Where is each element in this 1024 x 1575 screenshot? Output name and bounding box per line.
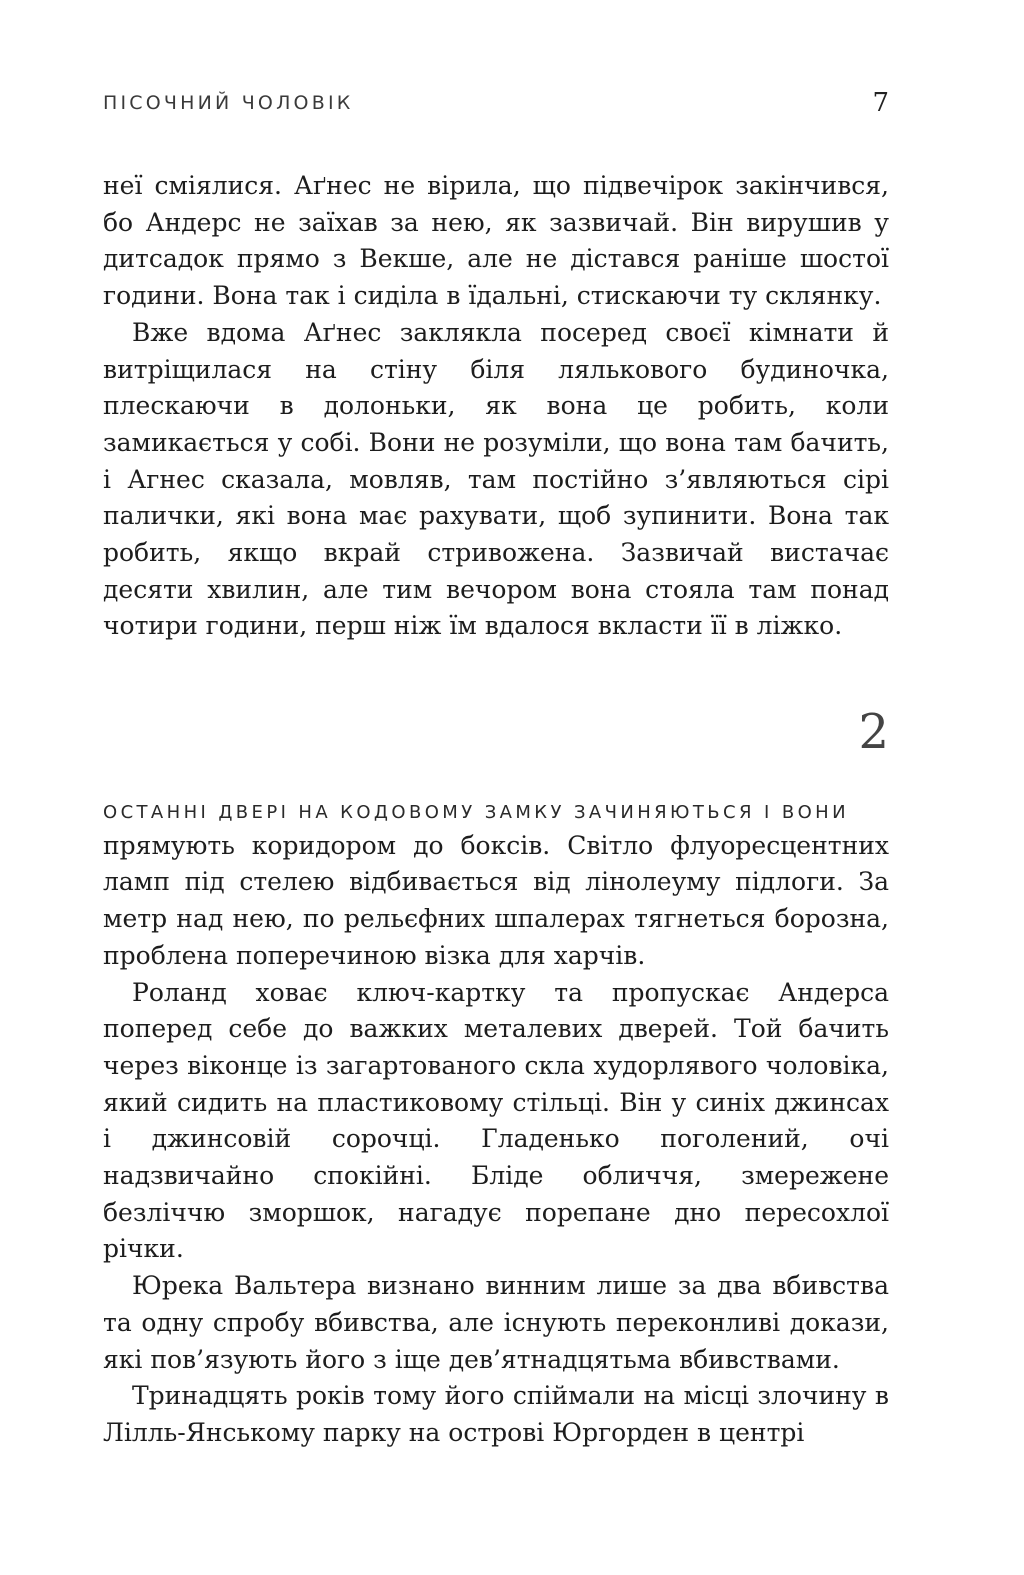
- paragraph: неї сміялися. Аґнес не вірила, що підвечірок закінчився, бо Андерс не заїхав за нею, як зазвичай. Він вирушив у дитсадок прямо з Векше, але не дістався раніше шостої години. Вона так і сиділа в їдальні, стискаючи ту склянку.: [103, 171, 889, 311]
- running-head: [103, 88, 889, 122]
- chapter-2-text: [103, 795, 889, 1452]
- paragraph: Юрека Вальтера визнано винним лише за два вбивства та одну спробу вбивства, але існують переконливі докази, які пов’язують його з іще дев’ятнадцятьма вбивствами.: [103, 1271, 889, 1374]
- paragraph: прямують коридором до боксів. Світло флуоресцентних ламп під стелею відбивається від лінолеуму підлоги. За метр над нею, по рельєфних шпалерах тягнеться борозна, проблена поперечиною візка для харчів.: [103, 830, 889, 970]
- book-page: [103, 0, 889, 1575]
- page-number: 7: [872, 88, 889, 118]
- chapter-number: 2: [858, 704, 889, 760]
- paragraph: Роланд ховає ключ-картку та пропускає Андерса поперед себе до важких металевих дверей. Той бачить через віконце із загартованого скла худорлявого чоловіка, який сидить на пластиковому стільці. Він у синіх джинсах і джинсовій сорочці. Гладенько поголений, очі надзвичайно спокійні. Бліде обличчя, змережене безліччю зморшок, нагадує порепане дно пересохлої річки.: [103, 977, 889, 1264]
- book-title: ПІСОЧНИЙ ЧОЛОВІК: [103, 92, 354, 114]
- paragraph: Вже вдома Аґнес заклякла посеред своєї кімнати й витріщилася на стіну біля лялькового будиночка, плескаючи в долоньки, як вона це робить, коли замикається у собі. Вони не розуміли, що вона там бачить, і Агнес сказала, мовляв, там постійно з’являються сірі палички, які вона має рахувати, щоб зупинити. Вона так робить, якщо вкрай стривожена. Зазвичай вистачає десяти хвилин, але тим вечором вона стояла там понад чотири години, перш ніж їм вдалося вкласти її в ліжко.: [103, 317, 889, 641]
- section-1-text: [103, 168, 889, 645]
- paragraph: Тринадцять років тому його спіймали на місці злочину в Лілль-Янському парку на острові Юргорден в центрі: [103, 1381, 889, 1447]
- chapter-lead-smallcaps: ОСТАННІ ДВЕРІ НА КОДОВОМУ ЗАМКУ ЗАЧИНЯЮТЬСЯ І ВОНИ: [103, 802, 849, 823]
